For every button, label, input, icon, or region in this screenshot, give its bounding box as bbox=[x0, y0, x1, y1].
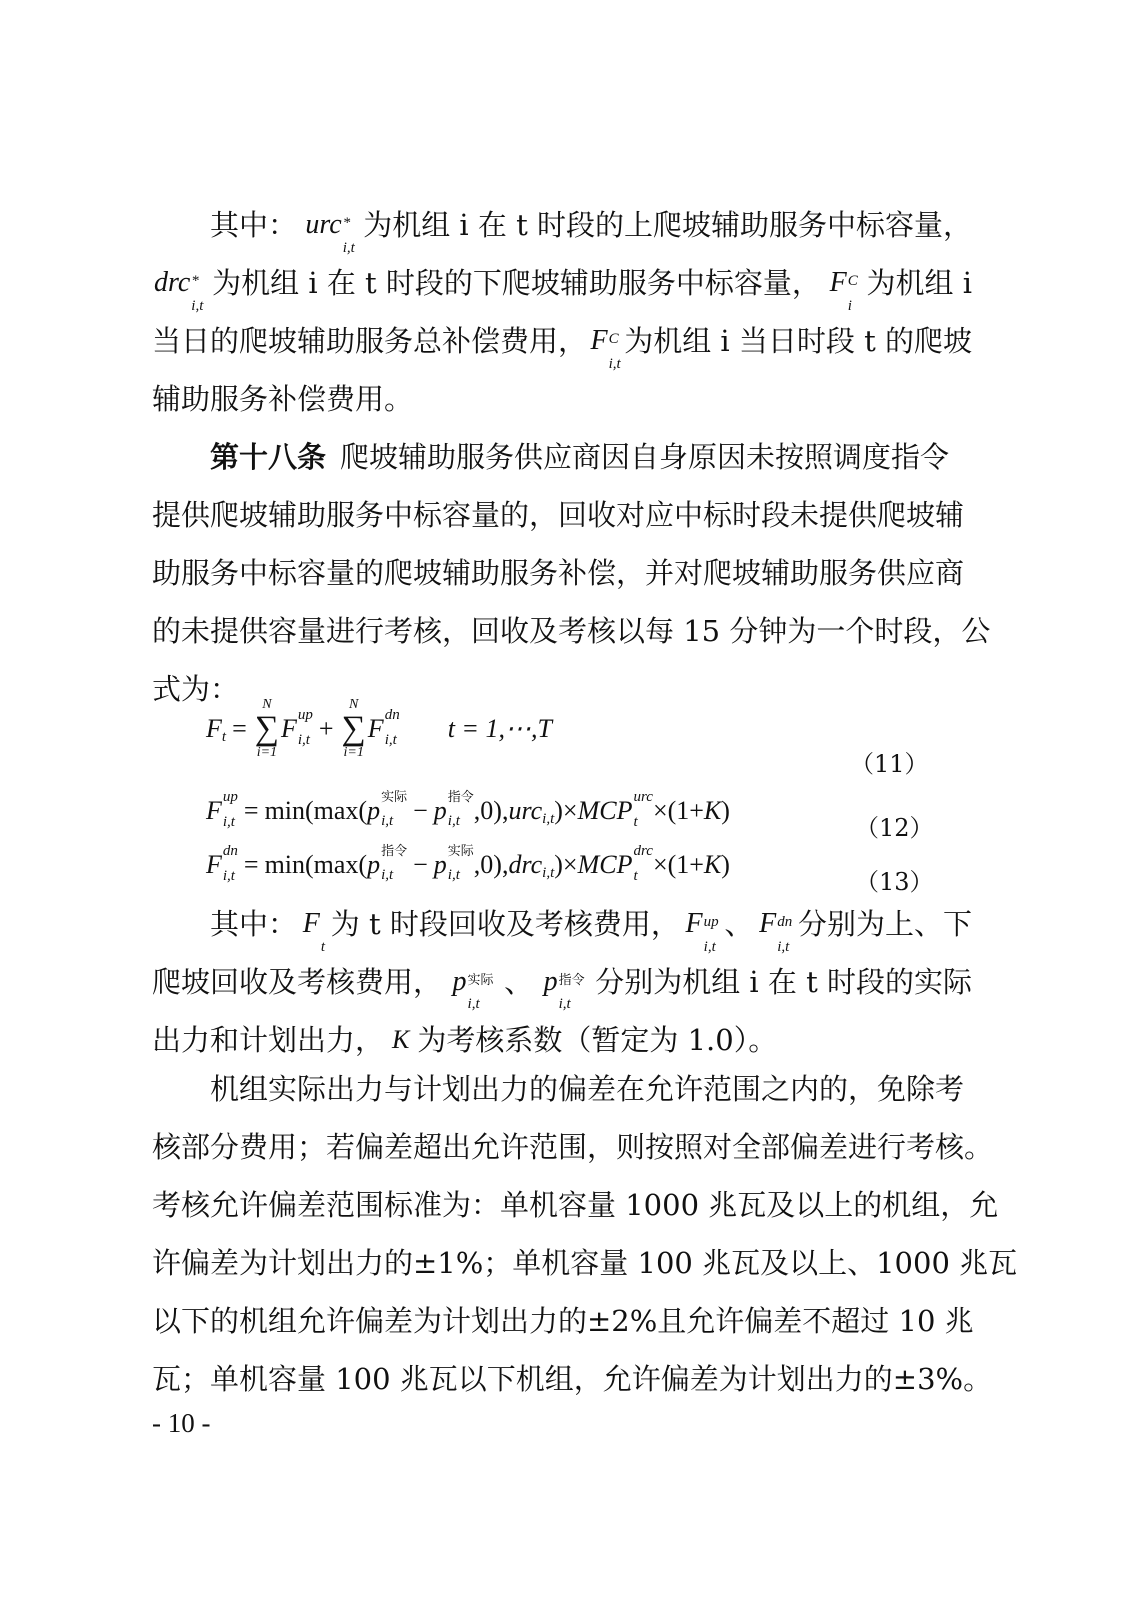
para1-text5: 为机组 i 当日时段 t 的爬坡 bbox=[624, 324, 972, 358]
para2-sep2: 、 bbox=[504, 965, 534, 999]
eq11-range: t = 1,⋯,T bbox=[447, 714, 552, 743]
para1-line2 bbox=[152, 254, 972, 312]
p-actual-sup: 实际 bbox=[467, 973, 494, 988]
urc-symbol: urc * i,t bbox=[305, 209, 355, 256]
K-symbol: K bbox=[392, 1025, 410, 1054]
para3-line1: 机组实际出力与计划出力的偏差在允许范围之内的，免除考 bbox=[210, 1072, 965, 1106]
para2-text6: 为考核系数（暂定为 1.0）。 bbox=[417, 1023, 778, 1057]
eq12-number: （12） bbox=[855, 814, 934, 842]
para2-line2 bbox=[152, 953, 972, 1011]
drc-symbol: drc * i,t bbox=[154, 267, 204, 314]
para2-text2: 分别为上、下 bbox=[797, 907, 972, 941]
para1-text6: 辅助服务补偿费用。 bbox=[152, 382, 414, 416]
Fdn-symbol: F dn i,t bbox=[759, 908, 793, 955]
sup-command-2: 指令 bbox=[381, 844, 408, 859]
para3-line4: 许偏差为计划出力的±1%；单机容量 100 兆瓦及以上、1000 兆瓦 bbox=[152, 1246, 1018, 1280]
Fc-it-symbol: F C i,t bbox=[590, 325, 621, 372]
sup-command: 指令 bbox=[447, 790, 474, 805]
para2-text5: 出力和计划出力， bbox=[152, 1023, 385, 1057]
para2-text1: 为 t 时段回收及考核费用， bbox=[330, 907, 680, 941]
para1-text2: 为机组 i 在 t 时段的下爬坡辅助服务中标容量， bbox=[212, 266, 821, 300]
para1-text3: 为机组 i bbox=[866, 266, 972, 300]
equation-11: F t = N ∑ i=1 F up i,t + N ∑ i=1 F dn i,t t = 1,⋯,T bbox=[206, 697, 552, 760]
para3-line3: 考核允许偏差范围标准为：单机容量 1000 兆瓦及以上的机组，允 bbox=[152, 1188, 999, 1222]
article18-line3: 助服务中标容量的爬坡辅助服务补偿，并对爬坡辅助服务供应商 bbox=[152, 556, 965, 590]
Ft-symbol: F t bbox=[302, 908, 326, 955]
article18-line5: 式为： bbox=[152, 672, 240, 706]
para2-sep1: 、 bbox=[724, 907, 754, 941]
sup-actual-2: 实际 bbox=[447, 844, 474, 859]
p-actual-symbol: p 实际 i,t bbox=[452, 966, 494, 1012]
para1-line4 bbox=[152, 370, 972, 428]
equation-13: F dn i,t = min(max( p 指令 i,t − p 实际 i,t ,0), drc i,t )× MCP drc t ×(1+ K ) bbox=[206, 843, 730, 884]
para1-line3 bbox=[152, 312, 972, 370]
para2-text3: 爬坡回收及考核费用， bbox=[152, 965, 443, 999]
article18-line2: 提供爬坡辅助服务中标容量的，回收对应中标时段未提供爬坡辅 bbox=[152, 498, 965, 532]
para3-line2: 核部分费用；若偏差超出允许范围，则按照对全部偏差进行考核。 bbox=[152, 1130, 994, 1164]
article18-title: 第十八条 bbox=[210, 440, 327, 474]
p-command-sup: 指令 bbox=[558, 973, 585, 988]
eq13-number: （13） bbox=[855, 868, 934, 896]
sup-actual: 实际 bbox=[381, 790, 408, 805]
article18-line1 bbox=[210, 428, 972, 486]
para1-line1 bbox=[210, 196, 972, 254]
article18-line4: 的未提供容量进行考核，回收及考核以每 15 分钟为一个时段，公 bbox=[152, 614, 991, 648]
para3-line6: 瓦；单机容量 100 兆瓦以下机组，允许偏差为计划出力的±3%。 bbox=[152, 1362, 993, 1396]
article18-text1: 爬坡辅助服务供应商因自身原因未按照调度指令 bbox=[340, 440, 950, 474]
equation-12: F up i,t = min(max( p 实际 i,t − p 指令 i,t ,0), urc i,t )× MCP urc t ×(1+ K ) bbox=[206, 789, 730, 830]
page-number: - 10 - bbox=[152, 1408, 211, 1438]
eq11-number: （11） bbox=[850, 750, 929, 778]
para3-line5: 以下的机组允许偏差为计划出力的±2%且允许偏差不超过 10 兆 bbox=[152, 1304, 974, 1338]
para1-text4: 当日的爬坡辅助服务总补偿费用， bbox=[152, 324, 588, 358]
Fc-i-symbol: F C i bbox=[829, 267, 858, 314]
para2-lead: 其中： bbox=[210, 907, 298, 941]
para2-line1 bbox=[210, 895, 972, 953]
para2-text4: 分别为机组 i 在 t 时段的实际 bbox=[595, 965, 972, 999]
p-command-symbol: p 指令 i,t bbox=[543, 966, 585, 1012]
para1-lead: 其中： bbox=[210, 208, 298, 242]
Fup-symbol: F up i,t bbox=[685, 908, 719, 955]
para1-text1: 为机组 i 在 t 时段的上爬坡辅助服务中标容量， bbox=[363, 208, 972, 242]
